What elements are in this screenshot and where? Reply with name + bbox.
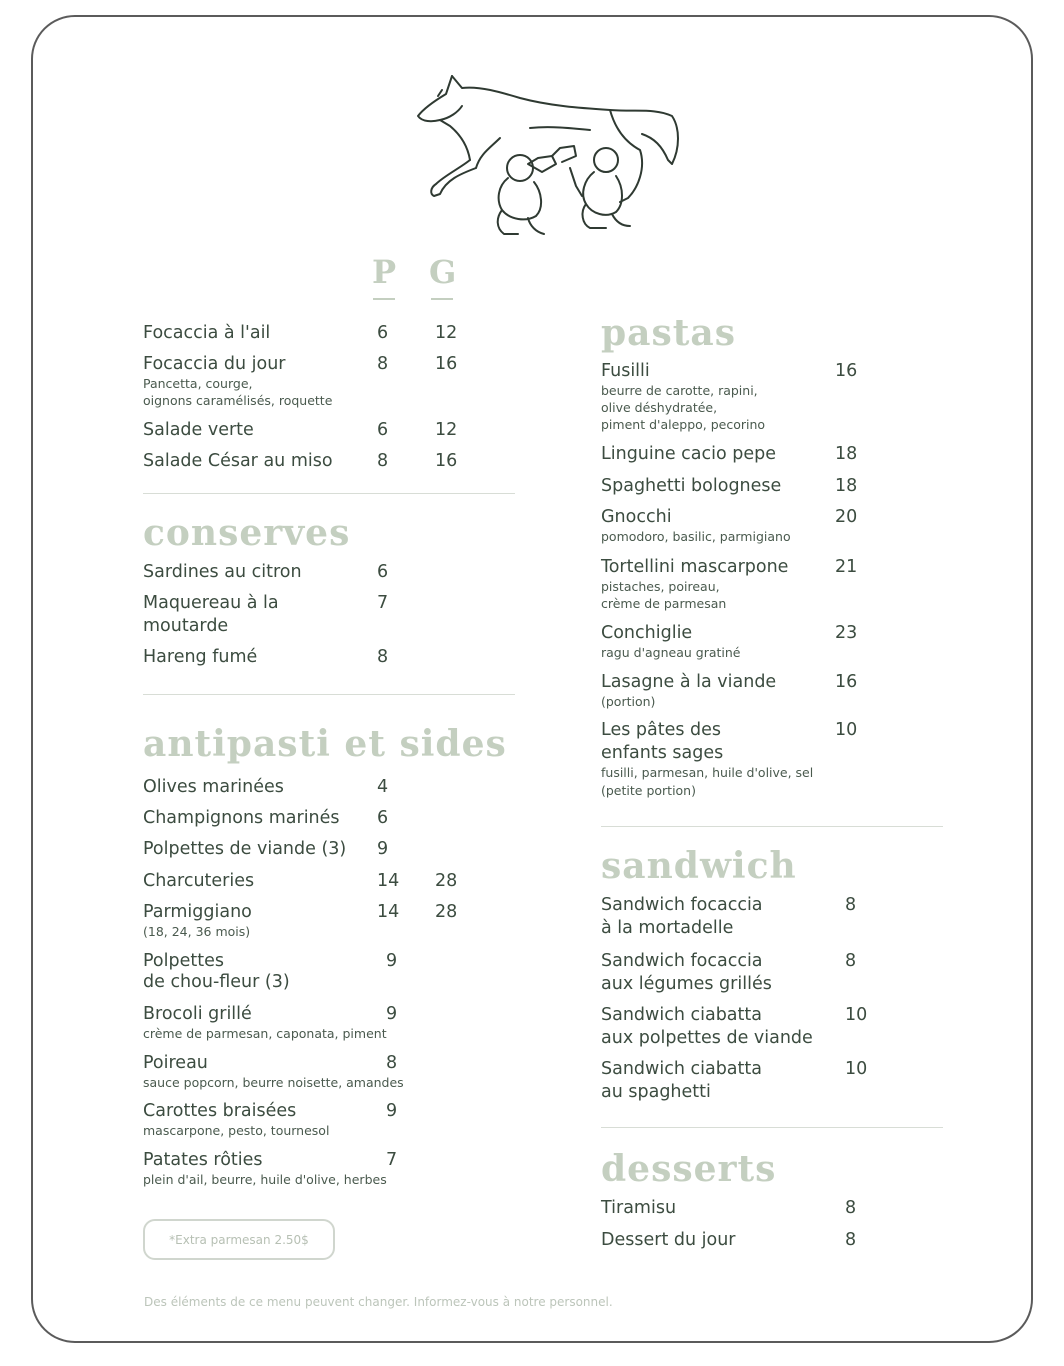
menu-item-description: beurre de carotte, rapini, xyxy=(601,383,758,398)
menu-item-name: Hareng fumé xyxy=(143,647,258,667)
menu-item-name: Lasagne à la viande xyxy=(601,672,777,692)
menu-item-description: oignons caramélisés, roquette xyxy=(143,393,333,408)
menu-item-description: pistaches, poireau, xyxy=(601,579,720,594)
price-grand: 16 xyxy=(435,451,458,471)
menu-item-name: Carottes braisées xyxy=(143,1101,297,1121)
column-header-grand: G xyxy=(429,253,457,291)
menu-item-name: Focaccia du jour xyxy=(143,354,286,374)
price: 10 xyxy=(845,1005,868,1025)
menu-item-name: Tiramisu xyxy=(601,1198,677,1218)
column-header-underline xyxy=(373,298,395,300)
menu-item-name: Dessert du jour xyxy=(601,1230,736,1250)
menu-item-name: Sandwich ciabatta xyxy=(601,1005,762,1025)
menu-item-description: crème de parmesan, caponata, piment xyxy=(143,1026,387,1041)
section-divider xyxy=(601,826,943,827)
menu-item-name: Conchiglie xyxy=(601,623,693,643)
price-grand: 28 xyxy=(435,902,458,922)
menu-item-name: Polpettes xyxy=(143,951,224,971)
menu-item-name: Sandwich focaccia xyxy=(601,895,763,915)
price: 8 xyxy=(845,895,857,915)
section-title-desserts: desserts xyxy=(601,1148,777,1190)
wolf-logo-illustration xyxy=(410,68,682,240)
price-grand: 12 xyxy=(435,420,458,440)
extra-parmesan-note: *Extra parmesan 2.50$ xyxy=(143,1219,335,1260)
menu-item-name: Les pâtes des xyxy=(601,720,722,740)
price-grand: 28 xyxy=(435,871,458,891)
menu-item-description: olive déshydratée, xyxy=(601,400,718,415)
menu-item-name: Sardines au citron xyxy=(143,562,302,582)
menu-item-description: (portion) xyxy=(601,694,656,709)
price-petit: 6 xyxy=(377,420,389,440)
section-title-antipasti: antipasti et sides xyxy=(143,723,507,765)
price-petit: 6 xyxy=(377,562,389,582)
menu-item-description: plein d'ail, beurre, huile d'olive, herbes xyxy=(143,1172,387,1187)
price-petit: 8 xyxy=(386,1053,398,1073)
menu-item-name: Spaghetti bolognese xyxy=(601,476,782,496)
section-title-sandwich: sandwich xyxy=(601,845,797,887)
price: 20 xyxy=(835,507,858,527)
menu-item-name: Maquereau à la xyxy=(143,593,279,613)
menu-item-description: crème de parmesan xyxy=(601,596,727,611)
price-grand: 16 xyxy=(435,354,458,374)
menu-item-description: fusilli, parmesan, huile d'olive, sel xyxy=(601,765,814,780)
menu-item-description: sauce popcorn, beurre noisette, amandes xyxy=(143,1075,404,1090)
section-divider xyxy=(143,694,515,695)
price: 21 xyxy=(835,557,858,577)
menu-item-name: Tortellini mascarpone xyxy=(601,557,789,577)
price-petit: 14 xyxy=(377,902,400,922)
footer-disclaimer: Des éléments de ce menu peuvent changer. Informez-vous à notre personnel. xyxy=(144,1295,613,1309)
menu-item-name: Olives marinées xyxy=(143,777,284,797)
price: 18 xyxy=(835,476,858,496)
menu-item-name: de chou-fleur (3) xyxy=(143,972,290,992)
column-header-underline xyxy=(431,298,453,300)
price: 8 xyxy=(845,951,857,971)
menu-item-name: Sandwich ciabatta xyxy=(601,1059,762,1079)
menu-item-name: Salade César au miso xyxy=(143,451,333,471)
menu-item-description: pomodoro, basilic, parmigiano xyxy=(601,529,791,544)
menu-item-name: aux polpettes de viande xyxy=(601,1028,813,1048)
price-petit: 6 xyxy=(377,808,389,828)
menu-item-description: ragu d'agneau gratiné xyxy=(601,645,741,660)
menu-item-name: aux légumes grillés xyxy=(601,974,772,994)
price-petit: 7 xyxy=(386,1150,398,1170)
menu-item-name: Sandwich focaccia xyxy=(601,951,763,971)
menu-item-name: Gnocchi xyxy=(601,507,672,527)
price: 8 xyxy=(845,1230,857,1250)
price-petit: 8 xyxy=(377,647,389,667)
menu-item-name: enfants sages xyxy=(601,743,724,763)
price-petit: 6 xyxy=(377,323,389,343)
menu-item-name: Polpettes de viande (3) xyxy=(143,839,347,859)
section-title-pastas: pastas xyxy=(601,312,736,354)
price: 16 xyxy=(835,672,858,692)
price: 8 xyxy=(845,1198,857,1218)
price: 18 xyxy=(835,444,858,464)
menu-item-description: (petite portion) xyxy=(601,783,696,798)
menu-item-name: Salade verte xyxy=(143,420,254,440)
price: 16 xyxy=(835,361,858,381)
price-petit: 8 xyxy=(377,354,389,374)
menu-item-description: Pancetta, courge, xyxy=(143,376,253,391)
price-petit: 4 xyxy=(377,777,389,797)
price: 10 xyxy=(835,720,858,740)
section-divider xyxy=(143,493,515,494)
price-petit: 9 xyxy=(386,1004,398,1024)
menu-item-name: Parmiggiano xyxy=(143,902,252,922)
menu-item-name: Charcuteries xyxy=(143,871,255,891)
menu-item-name: Fusilli xyxy=(601,361,650,381)
menu-item-name: Focaccia à l'ail xyxy=(143,323,271,343)
menu-item-name: Brocoli grillé xyxy=(143,1004,252,1024)
menu-item-name: Linguine cacio pepe xyxy=(601,444,777,464)
column-header-petit: P xyxy=(371,253,397,291)
price-petit: 9 xyxy=(377,839,389,859)
menu-item-description: mascarpone, pesto, tournesol xyxy=(143,1123,330,1138)
menu-item-description: piment d'aleppo, pecorino xyxy=(601,417,766,432)
menu-item-name: à la mortadelle xyxy=(601,918,734,938)
menu-item-name: moutarde xyxy=(143,616,229,636)
price-grand: 12 xyxy=(435,323,458,343)
price-petit: 9 xyxy=(386,1101,398,1121)
menu-item-name: Champignons marinés xyxy=(143,808,340,828)
menu-item-name: Poireau xyxy=(143,1053,208,1073)
menu-item-name: Patates rôties xyxy=(143,1150,263,1170)
price: 10 xyxy=(845,1059,868,1079)
menu-item-description: (18, 24, 36 mois) xyxy=(143,924,251,939)
section-divider xyxy=(601,1127,943,1128)
price: 23 xyxy=(835,623,858,643)
menu-item-name: au spaghetti xyxy=(601,1082,711,1102)
price-petit: 9 xyxy=(386,951,398,971)
price-petit: 7 xyxy=(377,593,389,613)
price-petit: 14 xyxy=(377,871,400,891)
price-petit: 8 xyxy=(377,451,389,471)
section-title-conserves: conserves xyxy=(143,512,351,554)
